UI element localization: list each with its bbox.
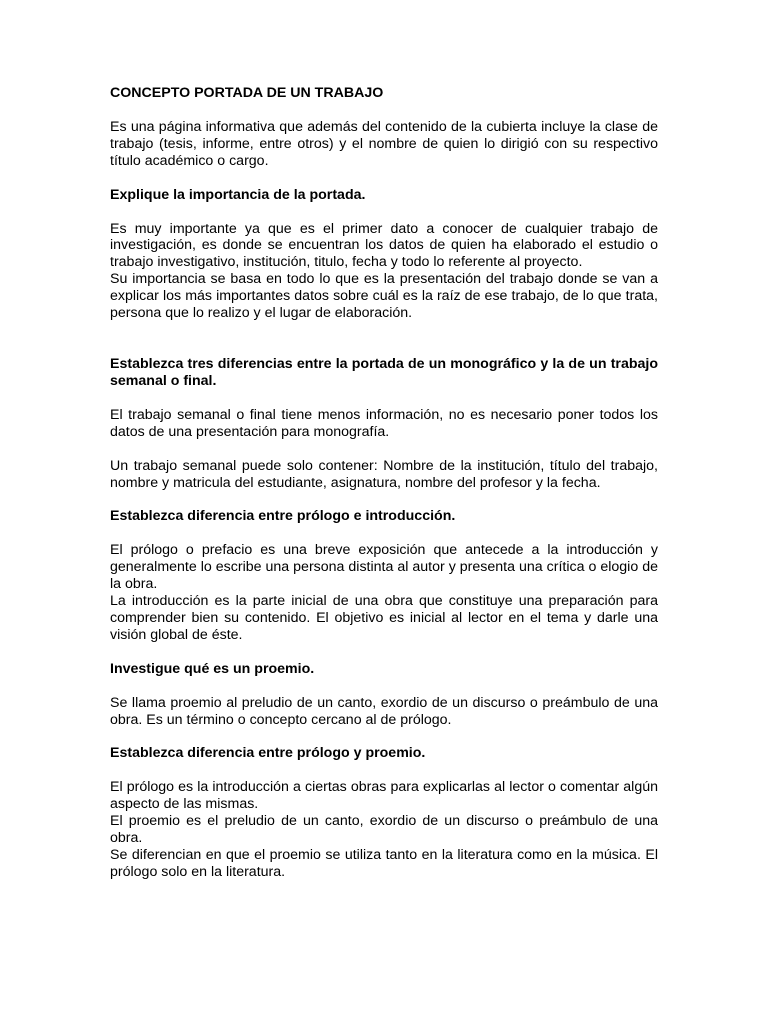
section-paragraph: Se llama proemio al preludio de un canto, exordio de un discurso o preámbulo de una obra. Es un término o concepto cercano al de prólogo. xyxy=(110,694,658,728)
section-paragraph: El prólogo es la introducción a ciertas obras para explicarlas al lector o comentar algún aspecto de las mismas. xyxy=(110,779,658,813)
section-paragraph: Es muy importante ya que es el primer dato a conocer de cualquier trabajo de investigación, es donde se encuentran los datos de quien ha elaborado el estudio o trabajo investigativo, institución, titulo, fecha y todo lo referente al proyecto. xyxy=(110,220,658,271)
spacer xyxy=(110,441,658,458)
section-paragraph: El trabajo semanal o final tiene menos información, no es necesario poner todos los datos de una presentación para monografía. xyxy=(110,406,658,440)
spacer xyxy=(110,491,658,508)
section-heading-importancia: Explique la importancia de la portada. xyxy=(110,186,366,203)
section-paragraph: El proemio es el preludio de un canto, exordio de un discurso o preámbulo de una obra. xyxy=(110,813,658,847)
spacer xyxy=(110,728,658,745)
section-paragraph: El prólogo o prefacio es una breve exposición que antecede a la introducción y generalmente lo escribe una persona distinta al autor y presenta una crítica o elogio de la obra. xyxy=(110,542,658,593)
spacer xyxy=(110,322,658,356)
document-page xyxy=(110,85,658,881)
spacer xyxy=(110,170,658,187)
section-paragraph: Se diferencian en que el proemio se utiliza tanto en la literatura como en la música. El prólogo solo en la literatura. xyxy=(110,847,658,880)
section-paragraph: La introducción es la parte inicial de una obra que constituye una preparación para comprender bien su contenido. El objetivo es inicial al lector en el tema y darle una visión global de éste. xyxy=(110,593,658,643)
spacer xyxy=(110,644,658,661)
document-title: CONCEPTO PORTADA DE UN TRABAJO xyxy=(110,85,384,101)
section-heading-prologo-introduccion: Establezca diferencia entre prólogo e introducción. xyxy=(110,508,456,525)
section-heading-proemio: Investigue qué es un proemio. xyxy=(110,660,315,677)
section-heading-diferencias-portada: Establezca tres diferencias entre la portada de un monográfico y la de un trabajo semanal o final. xyxy=(110,355,658,389)
intro-paragraph: Es una página informativa que además del contenido de la cubierta incluye la clase de trabajo (tesis, informe, entre otros) y el nombre de quien lo dirigió con su respectivo título académico o cargo. xyxy=(110,118,658,169)
section-heading-prologo-proemio: Establezca diferencia entre prólogo y proemio. xyxy=(110,745,426,762)
section-paragraph: Su importancia se basa en todo lo que es la presentación del trabajo donde se van a explicar los más importantes datos sobre cuál es la raíz de ese trabajo, de lo que trata, persona que lo realizo y el lugar de elaboración. xyxy=(110,271,658,322)
section-paragraph: Un trabajo semanal puede solo contener: Nombre de la institución, título del trabajo, nombre y matricula del estudiante, asignatura, nombre del profesor y la fecha. xyxy=(110,457,658,491)
